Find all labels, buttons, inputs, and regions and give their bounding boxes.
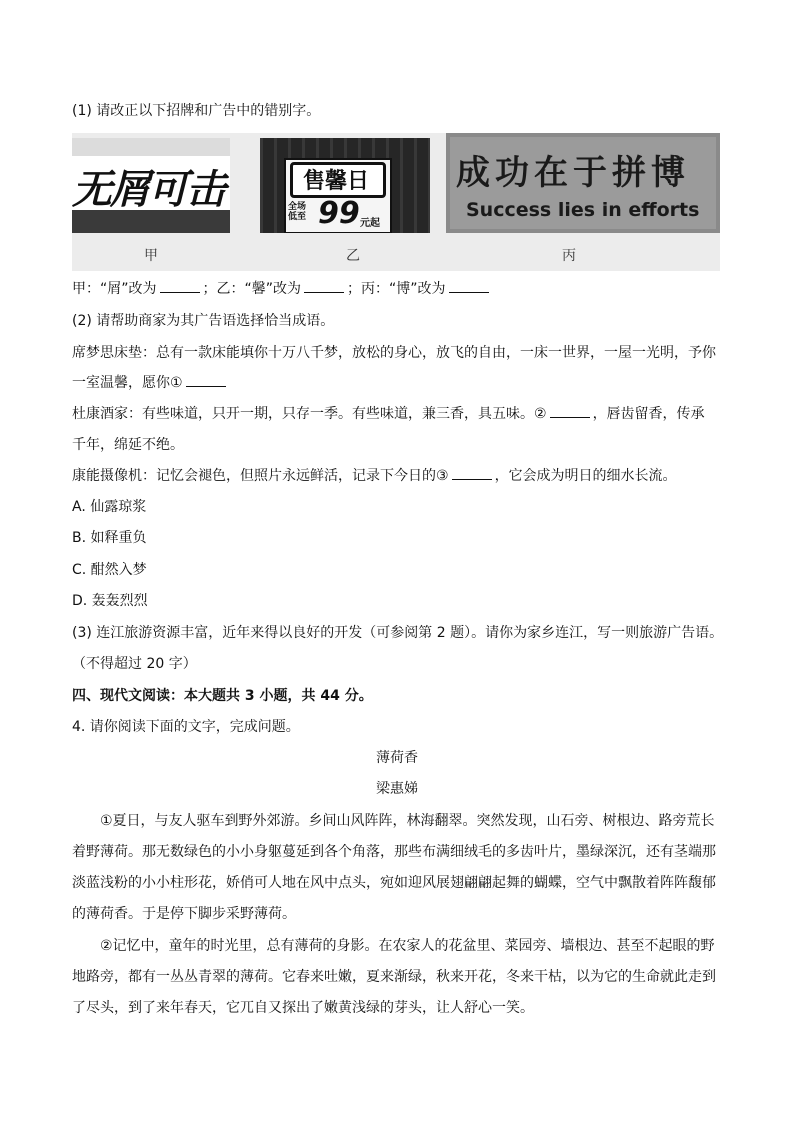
signboard-photos — [72, 133, 720, 271]
q1-answer-line: 甲：“屑”改为 ；乙：“馨”改为 ；丙：“博”改为 — [72, 279, 492, 299]
q3-line2: （不得超过 20 字） — [72, 656, 197, 672]
caption-yi: 乙 — [346, 248, 360, 264]
answer-blank[interactable] — [452, 467, 492, 480]
q1-heading: (1) 请改正以下招牌和广告中的错别字。 — [72, 103, 321, 119]
answer-blank[interactable] — [304, 280, 344, 293]
sign-c-english: Success lies in efforts — [466, 199, 700, 221]
sign-c-chinese: 成功在于拼博 — [456, 153, 690, 193]
answer-blank[interactable] — [186, 374, 226, 387]
sign-b-unit: 元起 — [360, 218, 380, 229]
sign-b-image — [260, 138, 430, 233]
sign-a-text: 无屑可击 — [72, 167, 224, 213]
p1-line: 的薄荷香。于是停下脚步采野薄荷。 — [72, 906, 296, 922]
sign-b-price: 99 — [318, 196, 360, 231]
p2-line: ②记忆中，童年的时光里，总有薄荷的身影。在农家人的花盆里、菜园旁、墙根边、甚至不起眼的野 — [100, 938, 715, 954]
sign-b-small: 全场 低至 — [288, 202, 307, 222]
p1-line: 淡蓝浅粉的小小柱形花，娇俏可人地在风中点头，宛如迎风展翅翩翩起舞的蝴蝶，空气中飘散着阵阵馥郁 — [72, 875, 716, 891]
option-a: A. 仙露琼浆 — [72, 499, 147, 515]
option-b: B. 如释重负 — [72, 530, 147, 546]
answer-blank[interactable] — [550, 405, 590, 418]
p2-line: 了尽头，到了来年春天，它兀自又探出了嫩黄浅绿的芽头，让人舒心一笑。 — [72, 1000, 534, 1016]
sign-b-title: 售馨日 — [302, 169, 369, 194]
q2-heading: (2) 请帮助商家为其广告语选择恰当成语。 — [72, 313, 335, 329]
ad1-line1: 席梦思床垫：总有一款床能填你十万八千梦，放松的身心，放飞的自由，一床一世界，一屋一光明，予你 — [72, 345, 716, 361]
ad1-line2: 一室温馨，愿你① — [72, 373, 229, 393]
caption-jia: 甲 — [144, 248, 158, 264]
article-title: 薄荷香 — [376, 750, 418, 766]
ad3-line: 康能摄像机：记忆会褪色，但照片永远鲜活，记录下今日的③ ，它会成为明日的细水长流。 — [72, 468, 677, 484]
ad2-line1: 杜康酒家：有些味道，只开一期，只存一季。有些味道，兼三香，具五味。② ，唇齿留香，传承 — [72, 406, 705, 422]
ad2-line2: 千年，绵延不绝。 — [72, 437, 184, 453]
caption-bing: 丙 — [562, 248, 576, 264]
article-author: 梁惠娣 — [376, 781, 418, 797]
option-d: D. 轰轰烈烈 — [72, 593, 148, 609]
option-c: C. 酣然入梦 — [72, 562, 147, 578]
q3-line1: (3) 连江旅游资源丰富，近年来得以良好的开发（可参阅第 2 题）。请你为家乡连江，写一则旅游广告语。 — [72, 625, 724, 641]
p1-line: ①夏日，与友人驱车到野外郊游。乡间山风阵阵，林海翻翠。突然发现，山石旁、树根边、路旁荒长 — [100, 813, 715, 829]
answer-blank[interactable] — [160, 280, 200, 293]
p1-line: 着野薄荷。那无数绿色的小小身躯蔓延到各个角落，那些布满细绒毛的多齿叶片，墨绿深沉，还有茎端那 — [72, 844, 716, 860]
answer-blank[interactable] — [449, 280, 489, 293]
q4-instruction: 4. 请你阅读下面的文字，完成问题。 — [72, 719, 300, 735]
p2-line: 地路旁，都有一丛丛青翠的薄荷。它春来吐嫩，夏来渐绿，秋来开花，冬来干枯，以为它的生命就此走到 — [72, 969, 716, 985]
sign-a-image — [72, 138, 230, 233]
section4-heading: 四、现代文阅读：本大题共 3 小题，共 44 分。 — [72, 688, 373, 704]
sign-c-image — [446, 133, 720, 233]
